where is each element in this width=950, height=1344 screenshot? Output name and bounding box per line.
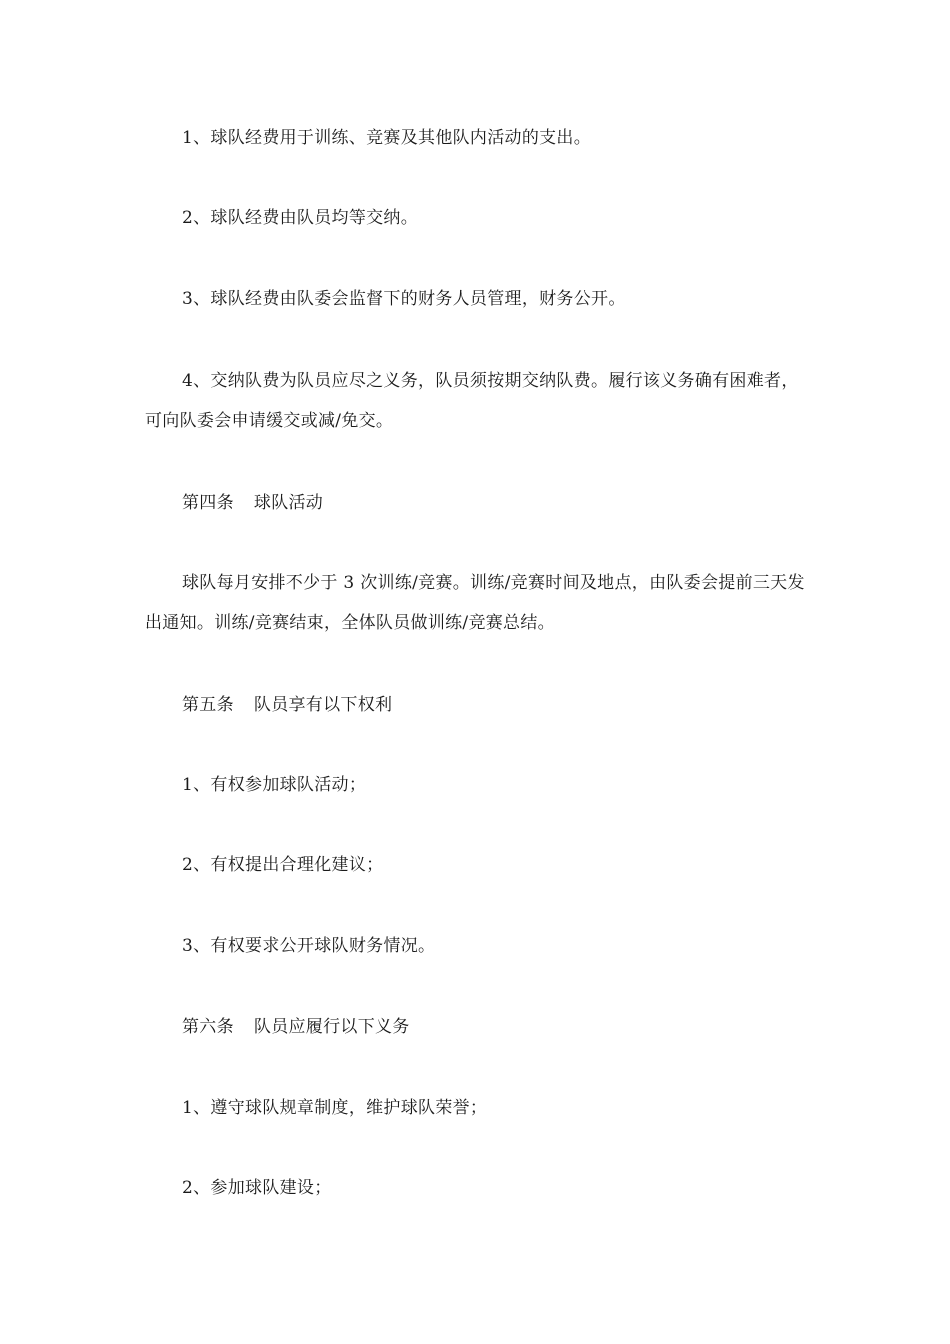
fee-clause-3: 3、球队经费由队委会监督下的财务人员管理，财务公开。 (182, 289, 626, 309)
fee-clause-4: 4、交纳队费为队员应尽之义务，队员须按期交纳队费。履行该义务确有困难者，可向队委会申请缓交或减/免交。 (145, 371, 799, 431)
article-5-heading (145, 685, 805, 725)
article-5-item-2: 2、有权提出合理化建议； (182, 855, 384, 875)
article-4-title: 球队活动 (253, 493, 324, 513)
article-6-item-1: 1、遵守球队规章制度，维护球队荣誉； (182, 1098, 488, 1118)
article-5-item-3: 3、有权要求公开球队财务情况。 (182, 936, 436, 956)
fee-clause-2: 2、球队经费由队员均等交纳。 (182, 208, 419, 228)
article-5-number: 第五条 (182, 695, 234, 715)
article-4-number: 第四条 (182, 493, 234, 513)
article-6-number: 第六条 (182, 1017, 234, 1037)
article-5-item-1: 1、有权参加球队活动； (182, 775, 367, 795)
article-6-heading (145, 1007, 805, 1047)
article-6-item-2: 2、参加球队建设； (182, 1178, 332, 1198)
article-5-title: 队员享有以下权利 (253, 695, 393, 715)
article-4-body: 球队每月安排不少于 3 次训练/竞赛。训练/竞赛时间及地点，由队委会提前三天发出通知。训练/竞赛结束，全体队员做训练/竞赛总结。 (145, 573, 805, 633)
article-4-heading (145, 483, 805, 523)
fee-clause-1: 1、球队经费用于训练、竞赛及其他队内活动的支出。 (182, 128, 592, 148)
article-6-title: 队员应履行以下义务 (253, 1017, 410, 1037)
